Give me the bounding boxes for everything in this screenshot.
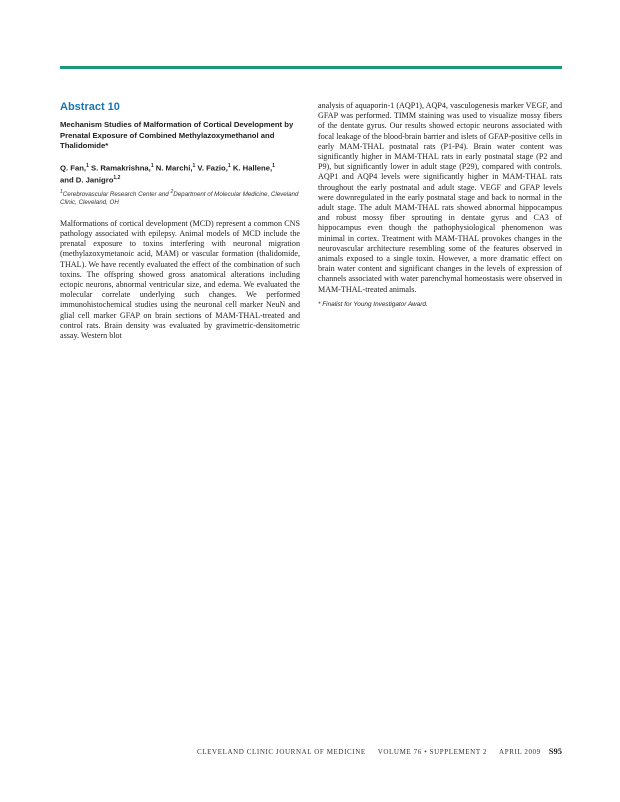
author-3: N. Marchi, xyxy=(155,163,193,173)
footer-volume: VOLUME 76 • SUPPLEMENT 2 xyxy=(377,748,488,756)
page-footer xyxy=(160,746,562,756)
author-2: S. Ramakrishna, xyxy=(90,163,151,173)
header-rule xyxy=(60,66,562,69)
affiliation-part1: Cerebrovascular Research Center and xyxy=(62,190,169,198)
affiliation-sup-2: 2 xyxy=(170,188,174,195)
right-column xyxy=(318,101,562,309)
affiliation-sup-1: 1 xyxy=(60,188,63,195)
affiliation-part2: Department of Molecular Medicine, Cleveland Clinic, Cleveland, OH xyxy=(60,190,299,207)
page-number: S95 xyxy=(548,746,562,756)
author-6-sup: 1,2 xyxy=(113,175,121,182)
author-6: and D. Janigro xyxy=(60,175,114,185)
author-5-sup: 1 xyxy=(272,162,275,169)
author-1: Q. Fan, xyxy=(60,163,87,173)
footnote: * Finalist for Young Investigator Award. xyxy=(318,300,428,308)
author-1-sup: 1 xyxy=(86,162,89,169)
author-2-sup: 1 xyxy=(150,162,154,169)
body-text-right: analysis of aquaporin-1 (AQP1), AQP4, vasculogenesis marker VEGF, and GFAP was performed. TIMM staining was used to visualize mossy fibers of the dentate gyrus. Our results showed ectopic neurons associated with focal leakage of the blood-brain barrier and islets of GFAP-positive cells in early MAM-THAL postnatal rats (P1-P4). Brain water content was significantly higher in MAM-THAL rats in early postnatal stage (P2 and P9), but significantly lower in adult stage (P29), compared with controls. AQP1 and AQP4 levels were significantly higher in MAM-THAL rats throughout the early postnatal and adult stage. VEGF and GFAP levels were downregulated in the early postnatal stage and back to normal in the adult stage. The adult MAM-THAL rats showed abnormal hippocampus and robust mossy fiber sprouting in dentate gyrus and CA3 of hippocampus even though the pathophysiological phenomenon was minimal in cortex. Treatment with MAM-THAL provokes changes in the neurovascular architecture resembling some of the features observed in animals exposed to a single toxin. However, a more dramatic effect on brain water content and significant changes in the levels of expression of channels associated with water parenchymal homeostasis were observed in MAM-THAL-treated animals. xyxy=(318,101,562,294)
abstract-label: Abstract 10 xyxy=(60,101,120,113)
body-text-left: Malformations of cortical development (MCD) represent a common CNS pathology associated with epilepsy. Animal models of MCD include the prenatal exposure to toxins interfering with neuronal migration (methylazoxymetanoic acid, MAM) or vascular formation (thalidomide, THAL). We have recently evaluated the effect of the combination of such toxins. The offspring showed gross anatomical alterations including ectopic neurons, abnormal ventricular size, and edema. We evaluated the molecular correlate underlying such changes. We performed immunohistochemical studies using the neuronal cell marker NeuN and glial cell marker GFAP on brain sections of MAM-THAL-treated and control rats. Brain density was evaluated by gravimetric-densitometric assay. Western blot xyxy=(60,218,300,340)
author-4-sup: 1 xyxy=(227,162,231,169)
affiliation xyxy=(60,188,300,208)
author-4: V. Fazio, xyxy=(197,163,228,173)
left-column xyxy=(60,101,300,341)
author-5: K. Hallene, xyxy=(232,163,273,173)
footer-date: APRIL 2009 xyxy=(499,748,541,756)
abstract-title: Mechanism Studies of Malformation of Cortical Development by Prenatal Exposure of Combined Methylazoxymethanol and Thalidomide* xyxy=(60,120,294,150)
author-3-sup: 1 xyxy=(192,162,196,169)
authors xyxy=(60,161,300,186)
footer-journal: CLEVELAND CLINIC JOURNAL OF MEDICINE xyxy=(197,748,366,756)
